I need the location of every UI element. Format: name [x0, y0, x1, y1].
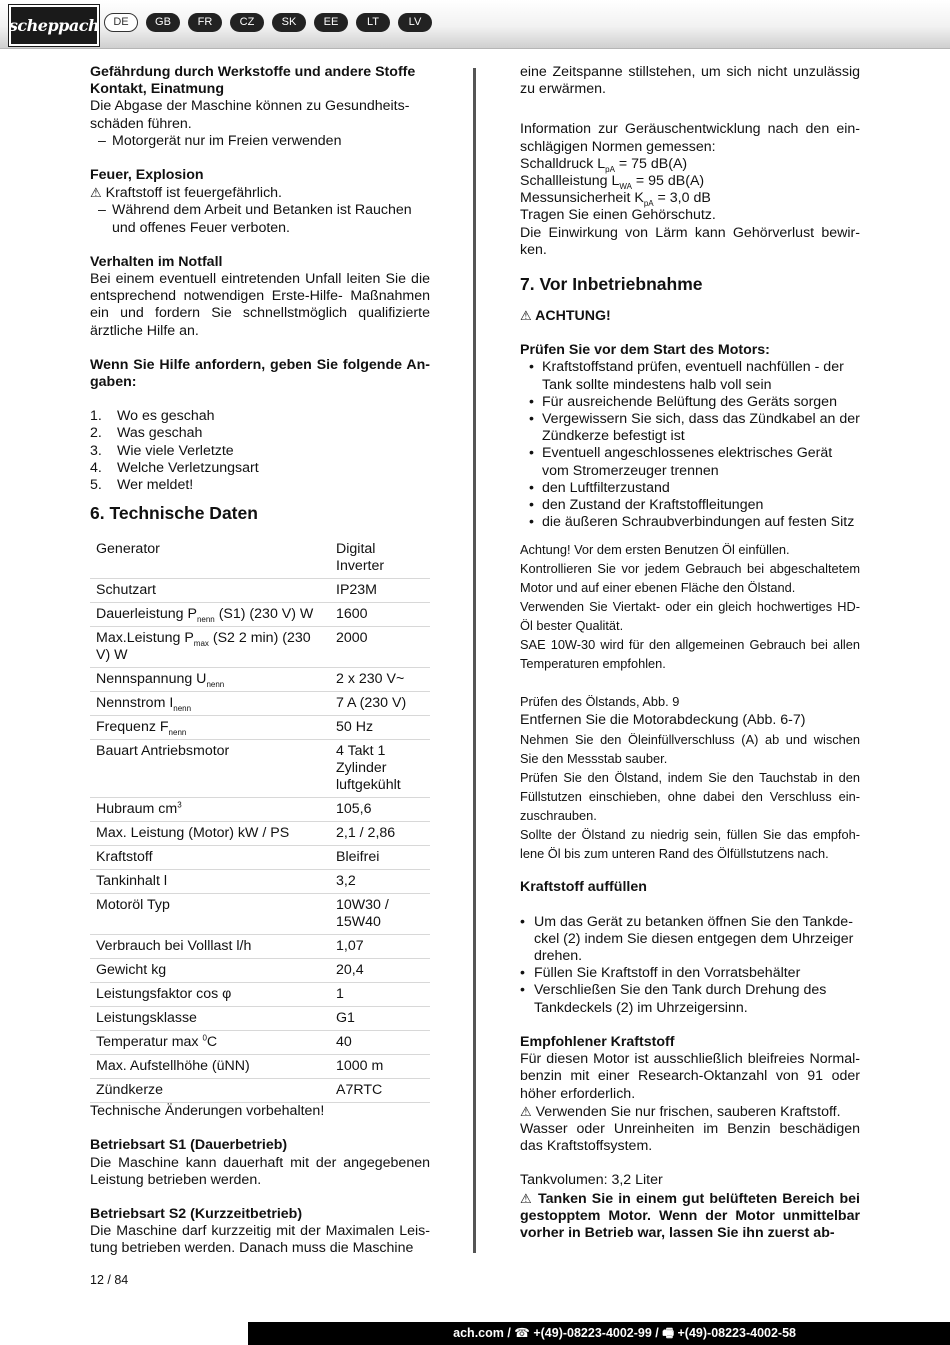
table-row [90, 627, 430, 668]
empf-warning: ⚠ Verwenden Sie nur frischen, sauberen Kraftstoff. [520, 1103, 841, 1120]
table-cell-key: Max. Leistung (Motor) kW / PS [90, 822, 330, 846]
table-cell-value: 4 Takt 1 Zylinder luftgekühlt [330, 740, 430, 798]
list-item: 2. Was geschah [90, 425, 203, 442]
table-row [90, 579, 430, 603]
kraftstoff-list [520, 914, 860, 1017]
table-cell-key: Motoröl Typ [90, 894, 330, 935]
table-cell-value: 40 [330, 1031, 430, 1055]
table-row [90, 894, 430, 935]
table-row [90, 1007, 430, 1031]
left-column [90, 64, 430, 1258]
language-tab-cz[interactable]: CZ [230, 13, 264, 32]
table-cell-value: A7RTC [330, 1079, 430, 1103]
warning-icon: ⚠ [520, 1190, 533, 1206]
table-cell-key: Dauerleistung $P_{nenn}$ (S1) (230 V) W [90, 603, 330, 627]
oel-kontrolle: Kontrollieren Sie vor jedem Gebrauch bei abgeschaltetem Motor und auf einer ebenen Fläche den Ölstand. [520, 561, 860, 596]
table-cell-value: Digital Inverter [330, 538, 430, 579]
table-cell-value: IP23M [330, 579, 430, 603]
table-row [90, 603, 430, 627]
oel-sorte: Verwenden Sie Viertakt- oder ein gleich hochwertiges HD-Öl bester Qualität. [520, 599, 860, 634]
table-row [90, 870, 430, 894]
list-item: 5. Wer meldet! [90, 477, 194, 494]
table-cell-key: Nennstrom $I_{nenn}$ [90, 692, 330, 716]
table-cell-key: Max.Leistung $P_{max}$ (S2 2 min) (230 V) W [90, 627, 330, 668]
table-cell-key: Bauart Antriebsmotor [90, 740, 330, 798]
list-item: • Um das Gerät zu betanken öffnen Sie den Tankdeckel (2) indem Sie diesen entgegen dem Uhrzeiger drehen. [520, 914, 860, 966]
noise-unsicherheit: Messunsicherheit $K_{pA} = 3,0$ dB [520, 190, 711, 209]
table-cell-value: 1 [330, 983, 430, 1007]
warning-icon: ⚠ [90, 185, 102, 201]
table-row [90, 740, 430, 798]
table-cell-key: Frequenz $F_{nenn}$ [90, 716, 330, 740]
language-tab-gb[interactable]: GB [146, 13, 180, 32]
table-cell-key: Kraftstoff [90, 846, 330, 870]
table-row [90, 798, 430, 822]
notfall-text: Bei einem eventuell eintretenden Unfall leiten Sie die entsprechend notwendigen Erste-Hilfe- Maßnahmen ein und fordern Sie schnellstmöglich qualifizierte ärztliche Hilfe an. [90, 271, 430, 339]
table-row [90, 716, 430, 740]
feuer-dash-item: – Während dem Arbeit und Betanken ist Rauchen und offenes Feuer verboten. [90, 202, 430, 236]
warning-icon: ⚠ [520, 308, 532, 324]
table-cell-value: 3,2 [330, 870, 430, 894]
heading-notfall: Verhalten im Notfall [90, 253, 223, 270]
heading-kraftstoff-auffuellen: Kraftstoff auffüllen [520, 879, 647, 896]
table-cell-key: Zündkerze [90, 1079, 330, 1103]
language-tab-fr[interactable]: FR [188, 13, 222, 32]
table-cell-value: 1600 [330, 603, 430, 627]
table-cell-value: G1 [330, 1007, 430, 1031]
table-cell-value: 2,1 / 2,86 [330, 822, 430, 846]
list-item: • Für ausreichende Belüftung des Geräts sorgen [520, 394, 860, 411]
table-row [90, 935, 430, 959]
table-cell-key: Leistungsklasse [90, 1007, 330, 1031]
footer-contact: ach.com / ☎ +(49)-08223-4002-99 / 🖷 +(49)-08223-4002-58 [453, 1326, 796, 1340]
heading-pruefen: Prüfen Sie vor dem Start des Motors: [520, 342, 770, 359]
table-cell-value: 1000 m [330, 1055, 430, 1079]
noise-schalldruck: Schalldruck $L_{pA} = 75$ dB(A) [520, 155, 688, 174]
oelstand-step-3: Prüfen Sie den Ölstand, indem Sie den Tauchstab in den Füllstutzen einschieben, ohne dabei den Verschluss einzuschrauben. [520, 770, 860, 824]
table-cell-key: Schutzart [90, 579, 330, 603]
noise-intro: Information zur Geräuschentwicklung nach den einschlägigen Normen gemessen: [520, 121, 860, 155]
heading-feuer: Feuer, Explosion [90, 167, 204, 184]
empf-text-2: Wasser oder Unreinheiten im Benzin beschädigen das Kraftstoffsystem. [520, 1120, 860, 1155]
language-tab-sk[interactable]: SK [272, 13, 306, 32]
list-item: • Füllen Sie Kraftstoff in den Vorratsbehälter [520, 965, 860, 982]
page-number: 12 / 84 [90, 1273, 129, 1287]
table-cell-key: Nennspannung $U_{nenn}$ [90, 668, 330, 692]
s2-text: Die Maschine darf kurzzeitig mit der Maximalen Leistung betrieben werden. Danach muss die Maschine [90, 1223, 430, 1257]
noise-warning: Die Einwirkung von Lärm kann Gehörverlust bewirken. [520, 224, 860, 258]
table-row [90, 692, 430, 716]
oel-achtung: Achtung! Vor dem ersten Benutzen Öl einfüllen. [520, 542, 790, 558]
table-cell-value: 20,4 [330, 959, 430, 983]
tank-warning: ⚠ Tanken Sie in einem gut belüfteten Bereich bei gestopptem Motor. Wenn der Motor unmittelbar vorher in Betrieb war, lassen Sie ihn zuerst ab- [520, 1190, 860, 1241]
tech-data-table [90, 538, 430, 1103]
language-tab-lv[interactable]: LV [398, 13, 432, 32]
list-item: • Kraftstoffstand prüfen, eventuell nachfüllen - der Tank sollte mindestens halb voll sein [520, 359, 860, 393]
list-item: • den Luftfilterzustand [520, 480, 860, 497]
table-row [90, 983, 430, 1007]
tech-note: Technische Änderungen vorbehalten! [90, 1103, 325, 1120]
heading-gefahr: Gefährdung durch Werkstoffe und andere Stoffe Kontakt, Einatmung [90, 64, 416, 98]
heading-s2: Betriebsart S2 (Kurzzeitbetrieb) [90, 1206, 303, 1223]
feuer-warning: ⚠ Kraftstoff ist feuergefährlich. [90, 185, 282, 202]
language-tab-de[interactable]: DE [104, 13, 138, 32]
list-item: • die äußeren Schraubverbindungen auf festen Sitz [520, 514, 860, 531]
empf-text: Für diesen Motor ist ausschließlich bleifreies Normalbenzin mit einer Research-Oktanzahl von 91 oder höher erforderlich. [520, 1051, 860, 1102]
list-item: • Verschließen Sie den Tank durch Drehung des Tankdeckels (2) im Uhrzeigersinn. [520, 982, 860, 1016]
s1-text: Die Maschine kann dauerhaft mit der angegebenen Leistung betrieben werden. [90, 1154, 430, 1188]
achtung-label: ⚠ ACHTUNG! [520, 308, 611, 325]
table-cell-key: Temperatur max $^0$C [90, 1031, 330, 1055]
noise-schallleistung: Schallleistung $L_{WA} = 95$ dB(A) [520, 173, 705, 191]
heading-empfohlener-kraftstoff: Empfohlener Kraftstoff [520, 1033, 675, 1050]
noise-gehoerschutz: Tragen Sie einen Gehörschutz. [520, 207, 716, 224]
table-cell-value: 2 x 230 V~ [330, 668, 430, 692]
table-row [90, 1031, 430, 1055]
right-column [520, 64, 860, 1242]
table-cell-value: 2000 [330, 627, 430, 668]
list-item: • Vergewissern Sie sich, dass das Zündkabel an der Zündkerze befestigt ist [520, 411, 860, 445]
list-item: 1. Wo es geschah [90, 408, 215, 425]
section-title-vor-inbetriebnahme: 7. Vor Inbetriebnahme [520, 274, 703, 295]
footer-bar [0, 1322, 950, 1345]
table-row [90, 1055, 430, 1079]
section-title-technische-daten: 6. Technische Daten [90, 503, 258, 524]
table-cell-value: 105,6 [330, 798, 430, 822]
table-cell-key: Leistungsfaktor cos φ [90, 983, 330, 1007]
oelstand-step-4: Sollte der Ölstand zu niedrig sein, füllen Sie das empfohlene Öl bis zum unteren Rand des Ölfüllstutzens nach. [520, 827, 860, 862]
warning-icon: ⚠ [520, 1103, 532, 1119]
oelstand-step-2: Nehmen Sie den Öleinfüllverschluss (A) ab und wischen Sie den Messstab sauber. [520, 732, 860, 767]
table-row [90, 1079, 430, 1103]
list-item: • Eventuell angeschlossenes elektrisches Gerät vom Stromerzeuger trennen [520, 445, 860, 479]
table-cell-value: 50 Hz [330, 716, 430, 740]
table-row [90, 846, 430, 870]
table-cell-key: Tankinhalt l [90, 870, 330, 894]
language-tab-lt[interactable]: LT [356, 13, 390, 32]
language-tabs [104, 13, 432, 32]
gefahr-text: Die Abgase der Maschine können zu Gesundheitsschäden führen. [90, 98, 410, 132]
hilfe-list [90, 408, 430, 494]
table-cell-key: Verbrauch bei Volllast l/h [90, 935, 330, 959]
table-cell-key: Hubraum $cm^3$ [90, 798, 330, 822]
table-row [90, 822, 430, 846]
table-cell-key: Gewicht kg [90, 959, 330, 983]
table-cell-value: 7 A (230 V) [330, 692, 430, 716]
language-tab-ee[interactable]: EE [314, 13, 348, 32]
list-item: • den Zustand der Kraftstoffleitungen [520, 497, 860, 514]
table-row [90, 538, 430, 579]
list-item: 3. Wie viele Verletzte [90, 442, 234, 459]
gefahr-dash-item: – Motorgerät nur im Freien verwenden [90, 133, 430, 150]
heading-hilfe: Wenn Sie Hilfe anfordern, geben Sie folgende Angaben: [90, 356, 430, 391]
oelstand-heading: Prüfen des Ölstands, Abb. 9 [520, 694, 680, 710]
oel-sae: SAE 10W-30 wird für den allgemeinen Gebrauch bei allen Temperaturen empfohlen. [520, 637, 860, 672]
table-row [90, 959, 430, 983]
oelstand-step-1: Entfernen Sie die Motorabdeckung (Abb. 6-7) [520, 712, 806, 729]
table-row [90, 668, 430, 692]
heading-s1: Betriebsart S1 (Dauerbetrieb) [90, 1137, 288, 1154]
table-cell-key: Generator [90, 538, 330, 579]
table-cell-key: Max. Aufstellhöhe (üNN) [90, 1055, 330, 1079]
table-cell-value: 1,07 [330, 935, 430, 959]
header-bar [0, 0, 950, 49]
list-item: 4. Welche Verletzungsart [90, 459, 259, 476]
column-divider [473, 68, 476, 1253]
tank-volume: Tankvolumen: 3,2 Liter [520, 1172, 663, 1189]
table-cell-value: Bleifrei [330, 846, 430, 870]
table-cell-value: 10W30 / 15W40 [330, 894, 430, 935]
brand-logo: scheppach [9, 5, 99, 46]
pruefen-list [520, 359, 860, 531]
continued-text: eine Zeitspanne stillstehen, um sich nicht unzulässig zu erwärmen. [520, 64, 860, 98]
